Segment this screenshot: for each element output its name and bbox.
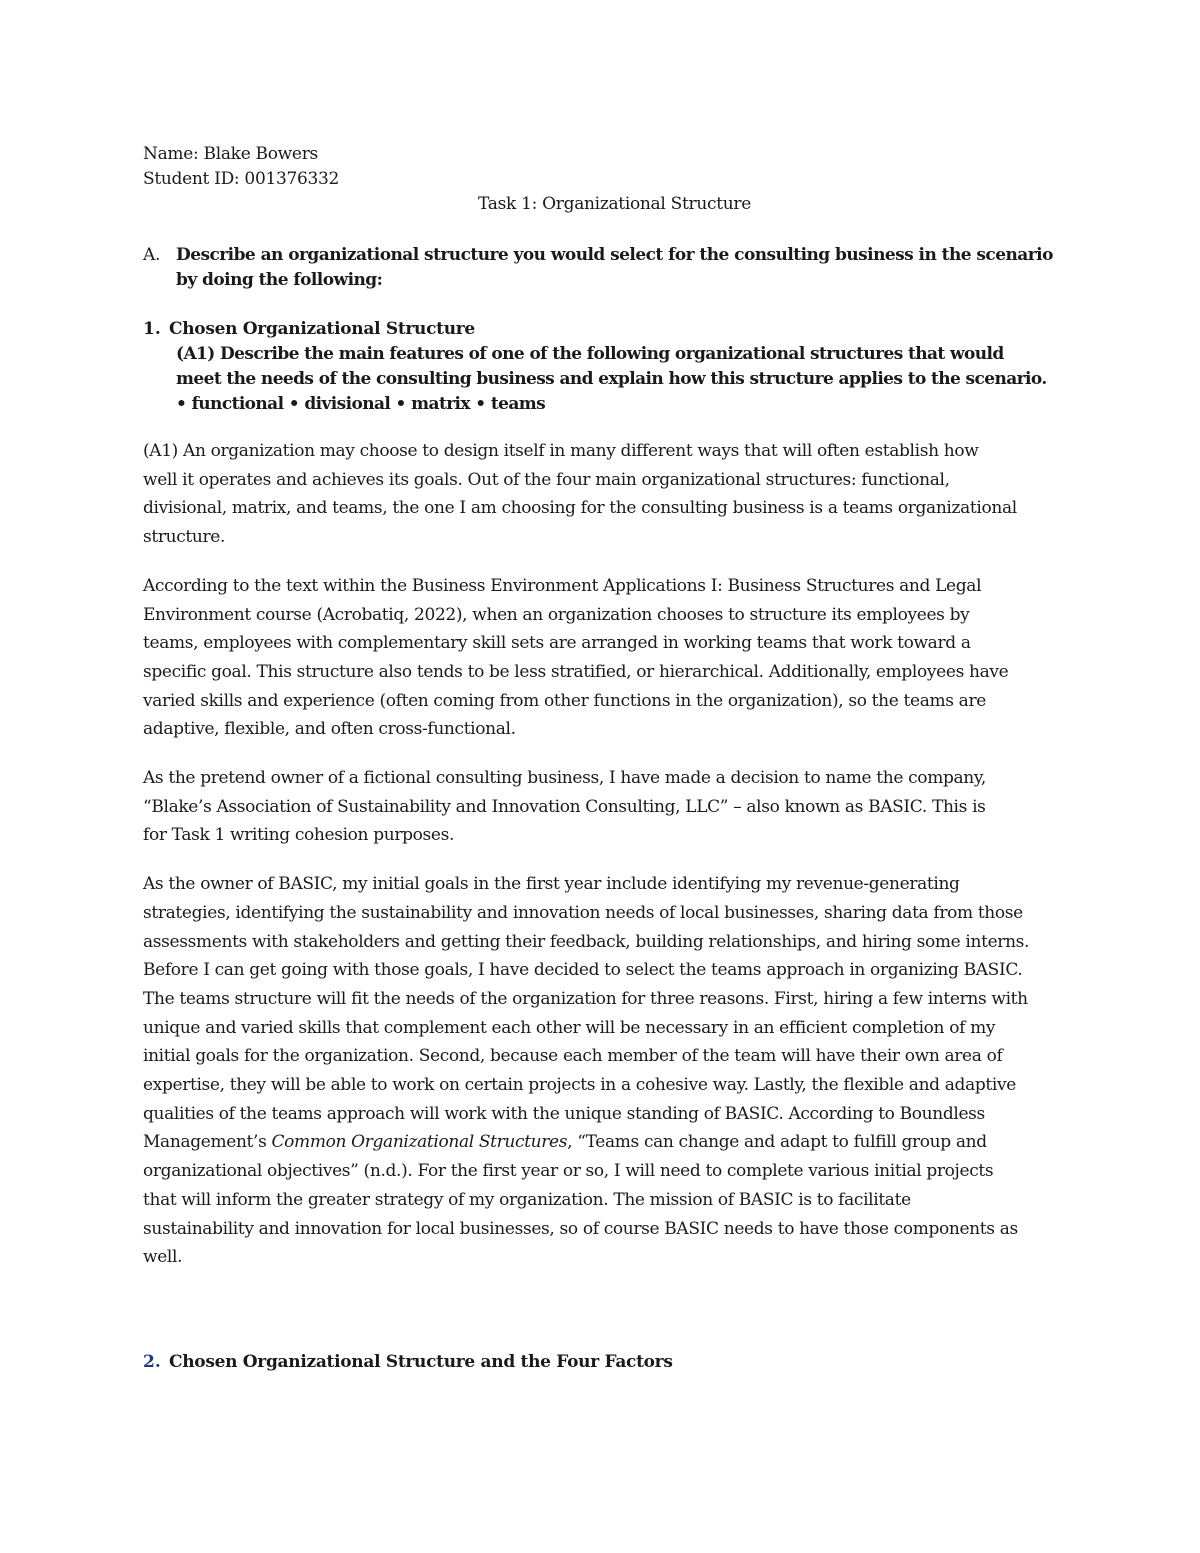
paragraph-line: for Task 1 writing cohesion purposes.: [143, 825, 455, 846]
item-2-number: 2.: [143, 1351, 161, 1372]
section-spacer: [143, 1272, 1058, 1326]
student-name: Name: Blake Bowers: [143, 144, 318, 164]
item-1-number: 1.: [143, 319, 161, 339]
citation-lead: Management’s: [143, 1132, 272, 1153]
document-body: [143, 142, 1058, 1375]
item-1-prompt: [176, 342, 1058, 417]
paragraph-line: Environment course (Acrobatiq, 2022), when an organization chooses to structure its employees by: [143, 604, 970, 625]
paragraph-line: divisional, matrix, and teams, the one I am choosing for the consulting business is a teams organizational: [143, 498, 1017, 519]
item-1-heading: Chosen Organizational Structure: [169, 319, 475, 339]
paragraph-line-with-citation: [143, 1128, 1058, 1157]
citation-quote: , “Teams can change and adapt to fulfill group and: [567, 1132, 987, 1153]
prompt-line: (A1) Describe the main features of one of the following organizational structures that would: [176, 344, 1004, 364]
paragraph-teams-definition: [143, 572, 1058, 744]
paragraph-company-name: [143, 764, 1058, 850]
paragraph-line: qualities of the teams approach will work with the unique standing of BASIC. According to Boundless: [143, 1103, 985, 1124]
paragraph-line: sustainability and innovation for local businesses, so of course BASIC needs to have those components as: [143, 1218, 1018, 1239]
paragraph-line: Before I can get going with those goals, I have decided to select the teams approach in organizing BASIC.: [143, 960, 1023, 981]
item-2-heading: Chosen Organizational Structure and the Four Factors: [169, 1351, 673, 1372]
section-a-marker: A.: [143, 245, 161, 265]
paragraph-line: that will inform the greater strategy of my organization. The mission of BASIC is to facilitate: [143, 1189, 911, 1210]
paragraph-line: varied skills and experience (often coming from other functions in the organization), so the teams are: [143, 690, 986, 711]
paragraph-line: assessments with stakeholders and getting their feedback, building relationships, and hiring some interns.: [143, 931, 1030, 952]
paragraph-line: “Blake’s Association of Sustainability and Innovation Consulting, LLC” – also known as BASIC. This is: [143, 796, 986, 817]
paragraph-goals: [143, 870, 1058, 1272]
item-2-heading-row: [143, 1350, 1058, 1375]
paragraph-line: (A1) An organization may choose to design itself in many different ways that will often establish how: [143, 441, 979, 461]
paragraph-line: teams, employees with complementary skill sets are arranged in working teams that work toward a: [143, 633, 971, 654]
citation-title: Common Organizational Structures: [271, 1132, 568, 1153]
paragraph-line: unique and varied skills that complement each other will be necessary in an efficient completion of my: [143, 1017, 996, 1038]
paragraph-line: structure.: [143, 527, 226, 548]
paragraph-line: organizational objectives” (n.d.). For the first year or so, I will need to complete various initial projects: [143, 1161, 994, 1182]
paragraph-line: strategies, identifying the sustainability and innovation needs of local businesses, sharing data from those: [143, 902, 1023, 923]
paragraph-line: well it operates and achieves its goals. Out of the four main organizational structures: functional,: [143, 469, 950, 490]
paragraph-line: The teams structure will fit the needs of the organization for three reasons. First, hiring a few interns with: [143, 988, 1028, 1009]
section-a-instructions: Describe an organizational structure you would select for the consulting business in the scenario by doing the following:: [176, 245, 1053, 290]
paragraph-line: According to the text within the Business Environment Applications I: Business Structures and Legal: [143, 575, 982, 596]
prompt-line: • functional • divisional • matrix • teams: [176, 394, 546, 414]
paragraph-a1-intro: [143, 437, 1058, 552]
item-1-heading-row: [143, 317, 1058, 342]
paragraph-line: As the owner of BASIC, my initial goals in the first year include identifying my revenue-generating: [143, 874, 960, 895]
section-a: [143, 243, 1058, 293]
paragraph-line: initial goals for the organization. Second, because each member of the team will have their own area of: [143, 1046, 1003, 1067]
student-id: Student ID: 001376332: [143, 169, 340, 189]
paragraph-line: As the pretend owner of a fictional consulting business, I have made a decision to name the company,: [143, 768, 986, 789]
paragraph-line: expertise, they will be able to work on certain projects in a cohesive way. Lastly, the flexible and adaptive: [143, 1075, 1016, 1096]
task-title: Task 1: Organizational Structure: [478, 194, 751, 214]
prompt-line: meet the needs of the consulting business and explain how this structure applies to the scenario.: [176, 369, 1047, 389]
paragraph-line: adaptive, flexible, and often cross-functional.: [143, 719, 516, 740]
paragraph-line: well.: [143, 1247, 183, 1268]
paragraph-line: specific goal. This structure also tends to be less stratified, or hierarchical. Additionally, employees have: [143, 661, 1009, 682]
